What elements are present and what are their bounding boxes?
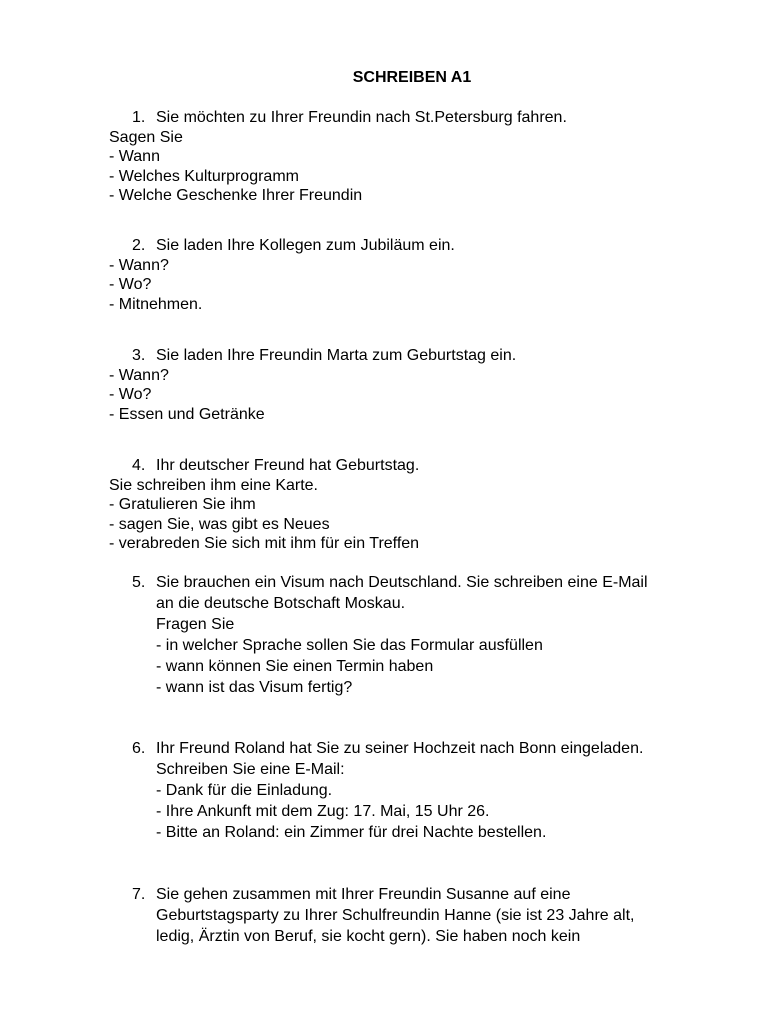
task-3-line: - Wann? bbox=[109, 366, 169, 384]
task-1 bbox=[109, 108, 729, 206]
task-3-line: - Essen und Getränke bbox=[109, 405, 265, 423]
task-5-heading bbox=[109, 572, 729, 593]
task-6-heading-text: Ihr Freund Roland hat Sie zu seiner Hochzeit nach Bonn eingeladen. bbox=[156, 740, 644, 757]
task-1-line: - Welches Kulturprogramm bbox=[109, 167, 299, 185]
page-title: SCHREIBEN A1 bbox=[352, 69, 472, 86]
task-1-heading bbox=[109, 108, 729, 128]
task-7-line: ledig, Ärztin von Beruf, sie kocht gern). Sie haben noch kein bbox=[156, 928, 581, 945]
task-3-number: 3. bbox=[132, 347, 146, 364]
task-1-line: - Wann bbox=[109, 148, 160, 166]
task-7 bbox=[109, 884, 729, 947]
task-4-line: - verabreden Sie sich mit ihm für ein Treffen bbox=[109, 535, 420, 553]
task-6-line: - Dank für die Einladung. bbox=[156, 782, 333, 799]
task-4 bbox=[109, 456, 729, 554]
task-5-line: - wann ist das Visum fertig? bbox=[156, 679, 353, 696]
task-6-heading bbox=[109, 738, 729, 759]
task-4-line: - sagen Sie, was gibt es Neues bbox=[109, 515, 330, 533]
task-5-line: - in welcher Sprache sollen Sie das Formular ausfüllen bbox=[156, 637, 543, 654]
task-2-line: - Mitnehmen. bbox=[109, 295, 203, 313]
task-5 bbox=[109, 572, 729, 698]
task-5-line: Fragen Sie bbox=[156, 616, 235, 633]
task-1-number: 1. bbox=[132, 109, 146, 126]
task-2-line: - Wann? bbox=[109, 256, 169, 274]
task-7-line: Geburtstagsparty zu Ihrer Schulfreundin Hanne (sie ist 23 Jahre alt, bbox=[156, 907, 635, 924]
task-4-line: - Gratulieren Sie ihm bbox=[109, 496, 256, 514]
task-6-line: - Ihre Ankunft mit dem Zug: 17. Mai, 15 Uhr 26. bbox=[156, 803, 490, 820]
task-6-line: Schreiben Sie eine E-Mail: bbox=[156, 761, 345, 778]
task-5-number: 5. bbox=[132, 574, 146, 591]
task-5-line: - wann können Sie einen Termin haben bbox=[156, 658, 434, 675]
task-7-heading bbox=[109, 884, 729, 905]
task-1-heading-text: Sie möchten zu Ihrer Freundin nach St.Petersburg fahren. bbox=[156, 109, 567, 126]
task-3-heading bbox=[109, 346, 729, 366]
task-5-heading-text: Sie brauchen ein Visum nach Deutschland. Sie schreiben eine E-Mail bbox=[156, 574, 648, 591]
task-4-heading bbox=[109, 456, 729, 476]
task-4-line: Sie schreiben ihm eine Karte. bbox=[109, 476, 318, 494]
task-2 bbox=[109, 236, 729, 314]
task-3 bbox=[109, 346, 729, 424]
task-3-line: - Wo? bbox=[109, 386, 152, 404]
task-6 bbox=[109, 738, 729, 843]
task-6-line: - Bitte an Roland: ein Zimmer für drei Nachte bestellen. bbox=[156, 824, 547, 841]
task-1-line: Sagen Sie bbox=[109, 128, 183, 146]
task-4-number: 4. bbox=[132, 457, 146, 474]
task-7-number: 7. bbox=[132, 886, 146, 903]
task-5-line: an die deutsche Botschaft Moskau. bbox=[156, 595, 406, 612]
task-3-heading-text: Sie laden Ihre Freundin Marta zum Geburtstag ein. bbox=[156, 347, 517, 364]
task-1-line: - Welche Geschenke Ihrer Freundin bbox=[109, 187, 363, 205]
task-2-heading bbox=[109, 236, 729, 256]
task-2-number: 2. bbox=[132, 237, 146, 254]
task-7-heading-text: Sie gehen zusammen mit Ihrer Freundin Susanne auf eine bbox=[156, 886, 571, 903]
task-6-number: 6. bbox=[132, 740, 146, 757]
task-2-line: - Wo? bbox=[109, 276, 152, 294]
task-2-heading-text: Sie laden Ihre Kollegen zum Jubiläum ein. bbox=[156, 237, 455, 254]
task-4-heading-text: Ihr deutscher Freund hat Geburtstag. bbox=[156, 457, 420, 474]
